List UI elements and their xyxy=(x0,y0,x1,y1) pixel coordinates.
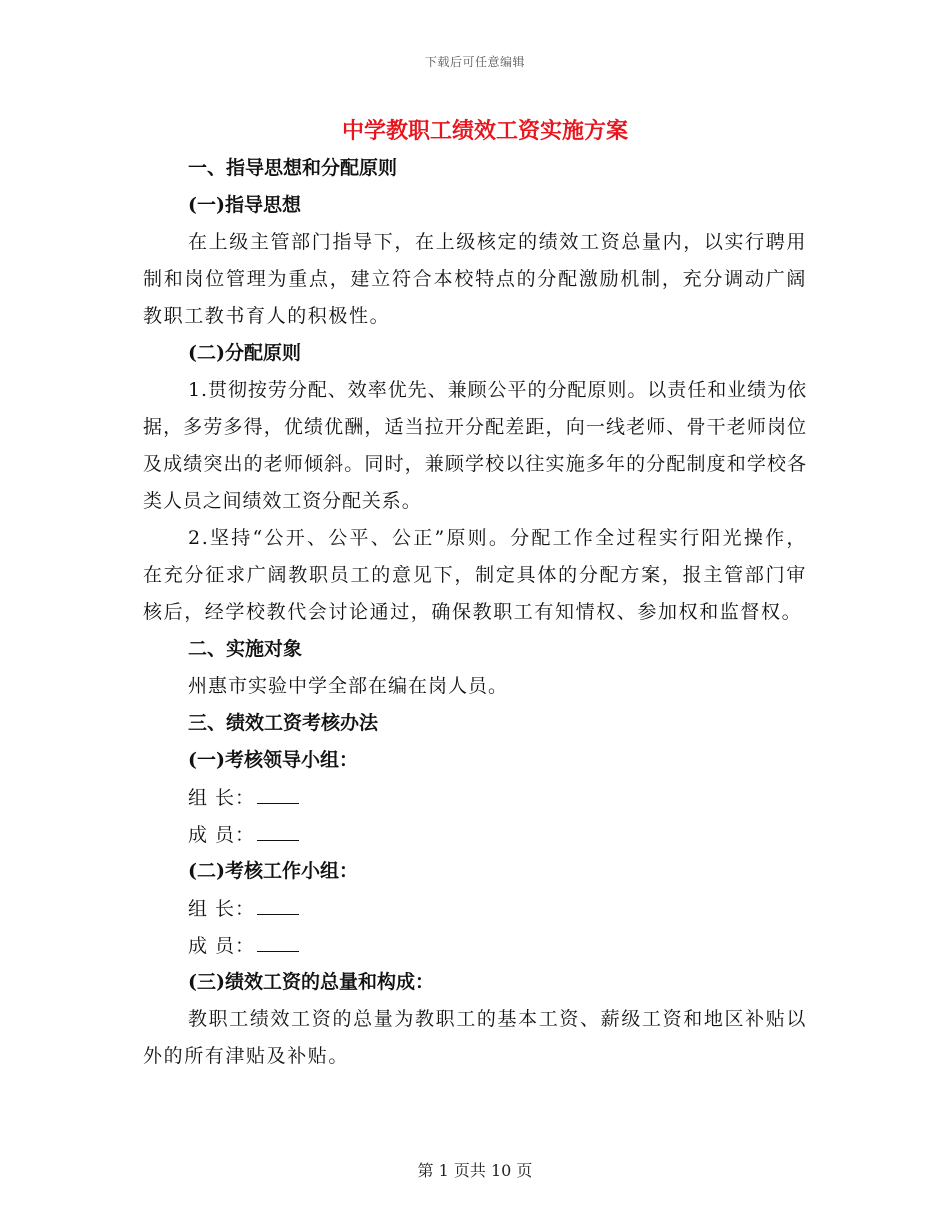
working-group-leader-row xyxy=(143,890,807,927)
paragraph-guiding-ideology: 在上级主管部门指导下，在上级核定的绩效工资总量内，以实行聘用制和岗位管理为重点，建立符合本校特点的分配激励机制，充分调动广阔教职工教书育人的积极性。 xyxy=(143,231,807,327)
subsection-heading-distribution-principles: (二)分配原则 xyxy=(188,342,301,364)
section-heading-guiding-principles: 一、指导思想和分配原则 xyxy=(188,157,398,179)
leadership-group-leader-row xyxy=(143,779,807,816)
paragraph-principle-1: 1.贯彻按劳分配、效率优先、兼顾公平的分配原则。以责任和业绩为依据，多劳多得，优绩优酬，适当拉开分配差距，向一线老师、骨干老师岗位及成绩突出的老师倾斜。同时，兼顾学校以往实施多年的分配制度和学校各类人员之间绩效工资分配关系。 xyxy=(143,379,807,512)
working-group-member-label: 成 员： xyxy=(188,935,256,957)
working-group-member-row xyxy=(143,927,807,964)
subsection-heading-leadership-group: (一)考核领导小组： xyxy=(188,749,358,771)
page-footer: 第 1 页共 10 页 xyxy=(417,1161,533,1180)
leadership-group-leader-label: 组 长： xyxy=(188,787,256,809)
working-group-leader-label: 组 长： xyxy=(188,898,256,920)
section-heading-assessment: 三、绩效工资考核办法 xyxy=(188,712,379,734)
page-header: 下载后可任意编辑 xyxy=(424,55,525,69)
paragraph-total-and-composition: 教职工绩效工资的总量为教职工的基本工资、薪级工资和地区补贴以外的所有津贴及补贴。 xyxy=(143,1008,807,1067)
paragraph-target: 州惠市实验中学全部在编在岗人员。 xyxy=(188,675,509,697)
leadership-group-leader-blank[interactable] xyxy=(257,779,299,804)
document-body xyxy=(143,112,807,1075)
document-title: 中学教职工绩效工资实施方案 xyxy=(341,118,628,144)
leadership-group-member-blank[interactable] xyxy=(257,816,299,841)
leadership-group-member-label: 成 员： xyxy=(188,824,256,846)
paragraph-principle-2: 2.坚持“公开、公平、公正”原则。分配工作全过程实行阳光操作，在充分征求广阔教职员工的意见下，制定具体的分配方案，报主管部门审核后，经学校教代会讨论通过，确保教职工有知情权、参加权和监督权。 xyxy=(143,527,807,623)
leadership-group-member-row xyxy=(143,816,807,853)
subsection-heading-total-and-composition: (三)绩效工资的总量和构成： xyxy=(188,971,434,993)
working-group-leader-blank[interactable] xyxy=(257,890,299,915)
section-heading-target: 二、实施对象 xyxy=(188,638,303,660)
subsection-heading-guiding-ideology: (一)指导思想 xyxy=(188,194,301,216)
subsection-heading-working-group: (二)考核工作小组： xyxy=(188,860,358,882)
working-group-member-blank[interactable] xyxy=(257,927,299,952)
